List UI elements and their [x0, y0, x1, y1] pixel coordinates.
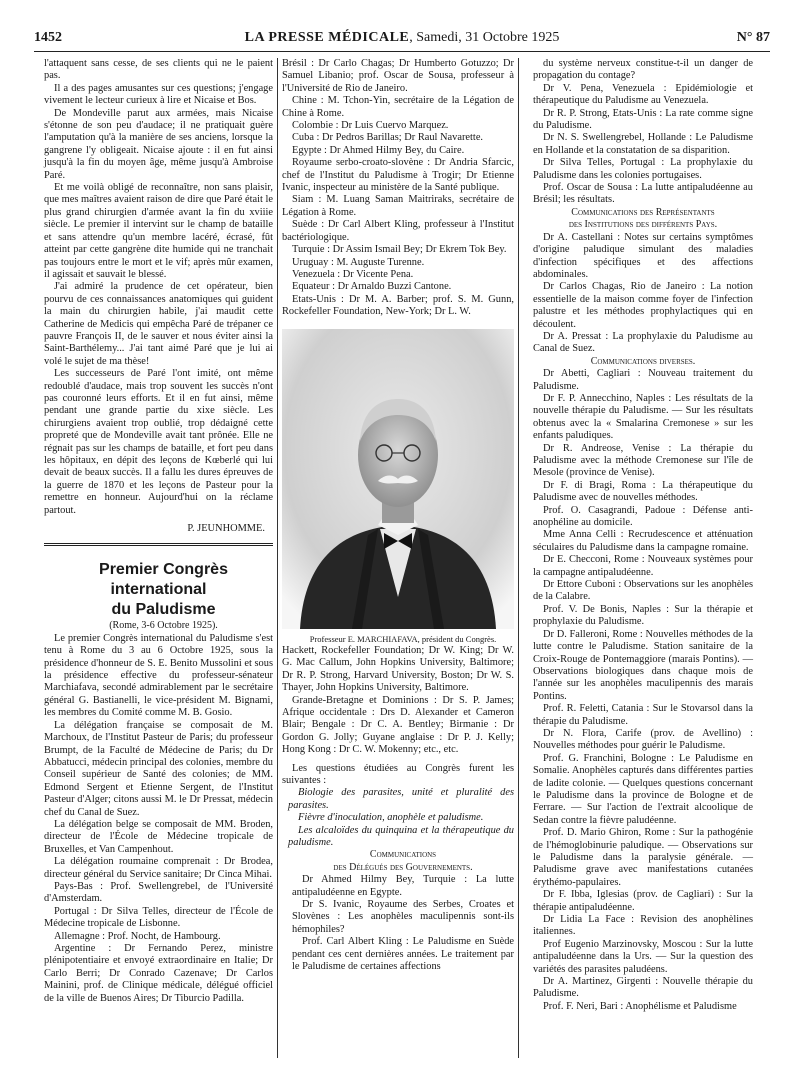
communication-item: Dr N. S. Swellengrebel, Hollande : Le Paludisme en Hollande et la constatation de sa disparition. — [533, 132, 753, 156]
article-title-line-2: du Paludisme — [111, 601, 216, 619]
country-delegates: Royaume serbo-croato-slovène : Dr Andria Sfarcic, chef de l'Institut du Paludisme à Trogir; Dr Etienne Ivanic, inspecteur au ministère de la Santé publique. — [282, 157, 514, 194]
topic-item: Les alcaloïdes du quinquina et la thérapeutique du paludisme. — [288, 824, 514, 849]
communication-item: Dr V. Pena, Venezuela : Epidémiologie et thérapeutique du Paludisme au Venezuela. — [533, 82, 753, 107]
column-right — [523, 58, 753, 1013]
section-divider — [44, 543, 273, 546]
portrait-photo — [282, 329, 514, 629]
paragraph: De Mondeville parut aux armées, mais Nicaise s'étonne de son peu d'audace; il ne pratiquait guère l'amputation qu'à la manière de ses anciens, lorsque la gangrene l'y obligeait. Nicaise ajoute : il en fut ainsi jusqu'à la fin du moyen âge, même jusqu'à Ambroise Paré. — [44, 107, 273, 181]
communication-item: Dr N. Flora, Carife (prov. de Avellino) : Nouvelles méthodes pour guérir le Paludisme. — [533, 727, 753, 752]
article-intro: Le premier Congrès international du Paludisme s'est tenu à Rome du 3 au 6 Octobre 1925, sous la présidence d'honneur de S. E. Benito Mussolini et sous la présidence effective du professeur-sénateur Marchiafava, secondé admirablement par le secrétaire général G. Bastianelli, le vice-président M. Bignami, les membres du Comité comme M. B. Gosio. — [44, 632, 273, 719]
column-divider — [277, 58, 278, 1058]
column-left — [44, 58, 273, 1005]
communication-item: Dr R. Andreose, Venise : La thérapie du Paludisme avec la méthode Cremonese sur l'île de Mesole (province de Venise). — [533, 442, 753, 479]
paragraph: l'attaquent sans cesse, de ses clients qui ne le paient pas. — [44, 58, 273, 82]
communication-item: Dr F. P. Annecchino, Naples : Les résultats de la nouvelle thérapie du Paludisme. — Sur les résultats obtenus avec la « Smalarina Cremonese » sur les enfants paludiques. — [533, 392, 753, 442]
article-title-line-1: Premier Congrès international — [99, 561, 228, 599]
country-delegates: Egypte : Dr Ahmed Hilmy Bey, du Caire. — [292, 144, 465, 156]
communication-item: Prof. F. Neri, Bari : Anophélisme et Paludisme — [543, 1000, 737, 1012]
communication-item: Dr F. Ibba, Iglesias (prov. de Cagliari) : Sur la thérapie antipaludéenne. — [533, 889, 753, 913]
section-heading: Communications diverses. — [590, 355, 696, 367]
header-rule — [34, 51, 770, 52]
topic-item: Biologie des parasites, unité et pluralité des parasites. — [288, 787, 514, 811]
communication-item: Dr Lidia La Face : Revision des anophèlines italiennes. — [533, 914, 753, 938]
communication-item: Dr Ettore Cuboni : Observations sur les anophèles de la Calabre. — [533, 579, 753, 603]
paragraph: Il a des pages amusantes sur ces questions; j'engage vivement le lecteur curieux à lire et Nicaise et Bos. — [44, 82, 273, 107]
section-heading: des Institutions des différents Pays. — [568, 219, 718, 231]
paragraph: J'ai admiré la prudence de cet opérateur, bien pourvu de ces connaissances anatomiques qui guident la main du chirurgien habile, j'ai maudit cette Catherine de Medicis qui empêcha Paré de trépaner ce pauvre François II, de le sauver et nous éviter ainsi la Saint-Barthélemy... J'ai tant aimé Paré que je lui ai volé le sujet de ma thèse! — [44, 281, 273, 367]
country-delegates: Suède : Dr Carl Albert Kling, professeur à l'Institut bactériologique. — [282, 219, 514, 243]
delegation-paragraph: La délégation française se composait de M. Marchoux, de l'Institut Pasteur de Paris; du professeur Brumpt, de la Faculté de Médecine de Paris; du Dr Abbatucci, médecin principal des colonies, membre du Conseil supérieur de Santé des colonies; de MM. Edmond Sergent et Etienne Sergent, de l'Institut Pasteur d'Alger; citons aussi M. le Dr Pressat, médecin chef du Canal de Suez. — [44, 719, 273, 818]
country-delegates: Uruguay : M. Auguste Turenne. — [292, 256, 425, 268]
communication-item: Mme Anna Celli : Recrudescence et atténuation séculaires du Paludisme dans la campagne romaine. — [533, 529, 753, 553]
page-number: 1452 — [34, 30, 62, 45]
communication-item: Dr F. di Bragi, Roma : La thérapeutique du Paludisme avec de nouvelles méthodes. — [533, 479, 753, 504]
running-title — [34, 30, 770, 46]
paragraph: Et me voilà obligé de reconnaître, non sans plaisir, que mes maîtres avaient raison de dire que Paré était le plus grand chirurgien d'armée avant la fin du xviiie siècle. Le premier il intervint sur le champ de bataille et sans attendre qu'un membre lacéré, écrasé, fût atteint par cette gangrène dite humide qui ne tranchait pas toujours entre le mort et le vif; après mûr examen, il agissait et sauvait le blessé. — [44, 182, 273, 280]
country-delegates: Cuba : Dr Pedros Barillas; Dr Raul Navarette. — [292, 132, 484, 144]
country-delegates: Etats-Unis : Dr M. A. Barber; prof. S. M. Gunn, Rockefeller Foundation, New-York; Dr L. W. — [282, 293, 514, 318]
communication-item: Prof. G. Franchini, Bologne : Le Paludisme en Somalie. Anophèles capturés dans différentes parties de ladite colonie. — Quelques questions concernant le Paludisme dans la province de Bologne et de Ferrare. — Sur l'action de l'extrait alcoolique de Sedan contre la fièvre paludéenne. — [533, 752, 753, 826]
delegation-paragraph: Argentine : Dr Fernando Perez, ministre plénipotentiaire et envoyé extraordinaire en Italie; Dr Carlo Berri; Dr Conrado Cazenave; Dr Carlos Mainini, prof. de Clinique médicale, délégué officiel de la ville de Buenos Aires; Dr Tiburcio Padilla. — [44, 943, 273, 1004]
communication-item: Prof. D. Mario Ghiron, Rome : Sur la pathogénie de l'hémoglobinurie paludique. — Observations sur le Paludisme dans la paralysie générale. — Paludisme grave avec manifestations cutanées érythémo-papulaires. — [533, 827, 753, 888]
delegation-paragraph: La délégation roumaine comprenait : Dr Brodea, directeur général du Service sanitaire; Dr Cinca Mihai. — [44, 856, 273, 880]
column-divider — [518, 58, 519, 1058]
communication-item: Dr S. Ivanic, Royaume des Serbes, Croates et Slovènes : Les anophèles maculipennis sont-ils hémophiles? — [292, 899, 514, 935]
communication-item: Dr E. Checconi, Rome : Nouveaux systèmes pour la campagne antipaludéenne. — [533, 554, 753, 578]
issue-number: N° 87 — [736, 30, 770, 45]
communication-item: Prof Eugenio Marzinovsky, Moscou : Sur la lutte antipaludéenne dans la Urs. — Sur la question des variétés des parasites paludéens. — [533, 938, 753, 975]
communication-item: Prof. Oscar de Sousa : La lutte antipaludéenne au Brésil; les résultats. — [533, 182, 753, 206]
country-delegates: Venezuela : Dr Vicente Pena. — [292, 268, 414, 280]
communication-item: Prof. R. Feletti, Catania : Sur le Stovarsol dans la thérapie du Paludisme. — [533, 703, 753, 727]
questions-intro: Les questions étudiées au Congrès furent les suivantes : — [282, 762, 514, 786]
column-middle — [282, 58, 514, 974]
delegates-continued: Hackett, Rockefeller Foundation; Dr W. King; Dr W. G. Mac Callum, John Hopkins University, Baltimore; Dr R. P. Strong, Harvard University, Boston; Dr W. S. Thayer, John Hopkins University, Baltimore. — [282, 644, 514, 694]
country-delegates: Turquie : Dr Assim Ismail Bey; Dr Ekrem Tok Bey. — [292, 244, 507, 256]
journal-title: LA PRESSE MÉDICALE — [244, 30, 410, 45]
communication-item: du système nerveux constitue-t-il un danger de propagation du contage? — [533, 58, 753, 82]
communication-item: Prof. V. De Bonis, Naples : Sur la thérapie et prophylaxie du Paludisme. — [533, 603, 753, 628]
communication-item: Dr A. Castellani : Notes sur certains symptômes d'origine paludique simulant des maladies d'infection spécifiques et des affections abdominales. — [533, 231, 753, 280]
communication-item: Dr Carlos Chagas, Rio de Janeiro : La notion essentielle de la maison comme foyer de l'infection palustre et les méthodes prophylactiques qui en découlent. — [533, 281, 753, 330]
paragraph: Les successeurs de Paré l'ont imité, ont même redoublé d'audace, mais trop souvent les succès n'ont pas couronné leurs efforts. Et il en fut ainsi, même pendant une grande partie du xixe siècle. Les chirurgiens avaient trop oublié, trop dédaigné cette propreté que de Mondeville avait tant prônée. Elle ne régnait pas sur les champs de bataille, et fort peu dans les hôpitaux, en dépit des leçons de Kœberlé qui lui devait de beaux succès. Il a fallu les dures épreuves de la guerre de 1870 et les leçons de Pasteur pour la remettre en honneur. Aujourd'hui on la réclame partout. — [44, 368, 273, 516]
country-delegates: Brésil : Dr Carlo Chagas; Dr Humberto Gotuzzo; Dr Samuel Libanio; prof. Oscar de Sousa, professeur à l'Université de Rio de Janeiro. — [282, 58, 514, 94]
delegation-paragraph: Pays-Bas : Prof. Swellengrebel, de l'Université d'Amsterdam. — [44, 880, 273, 905]
delegation-paragraph: La délégation belge se composait de MM. Broden, directeur de l'École de Médecine tropicale de Bruxelles, et Van Campenhout. — [44, 818, 273, 855]
delegation-paragraph: Portugal : Dr Silva Telles, directeur de l'École de Médecine tropicale de Lisbonne. — [44, 905, 273, 930]
delegates-continued: Grande-Bretagne et Dominions : Dr S. P. James; Afrique occidentale : Drs D. Alexander et Cameron Blair; Bengale : Dr C. A. Bentley; Birmanie : Dr Gordon G. Jolly; Guyane anglaise : Dr P. J. Kelly; Hong Kong : Dr C. W. Mokenny; etc., etc. — [282, 694, 514, 756]
communication-item: Dr A. Martinez, Girgenti : Nouvelle thérapie du Paludisme. — [533, 976, 753, 1000]
communication-item: Dr Abetti, Cagliari : Nouveau traitement du Paludisme. — [533, 368, 753, 392]
section-heading: des Délégués des Gouvernements. — [333, 861, 473, 873]
photo-caption: Professeur E. MARCHIAFAVA, président du Congrès. — [309, 633, 497, 644]
section-heading: Communications — [369, 849, 437, 861]
communication-item: Prof. Carl Albert Kling : Le Paludisme en Suède pendant ces cent dernières années. Le traitement par le Paludisme de certaines affections — [292, 936, 514, 973]
country-delegates: Chine : M. Tchon-Yin, secrétaire de la Légation de Chine à Rome. — [282, 95, 514, 119]
communication-item: Dr A. Pressat : La prophylaxie du Paludisme au Canal de Suez. — [533, 330, 753, 355]
country-delegates: Colombie : Dr Luis Cuervo Marquez. — [292, 120, 449, 132]
country-delegates: Siam : M. Luang Saman Maitriraks, secrétaire de Légation à Rome. — [282, 194, 514, 218]
communication-item: Dr Silva Telles, Portugal : La prophylaxie du Paludisme dans les colonies portugaises. — [533, 157, 753, 181]
signature-text: P. JEUNHOMME. — [187, 523, 265, 535]
section-heading: Communications des Représentants — [571, 206, 715, 218]
country-delegates: Equateur : Dr Arnaldo Buzzi Cantone. — [292, 281, 452, 293]
author-signature — [44, 523, 273, 535]
communication-item: Dr Ahmed Hilmy Bey, Turquie : La lutte antipaludéenne en Egypte. — [292, 874, 514, 898]
communication-item: Prof. O. Casagrandi, Padoue : Défense anti-anophéline au domicile. — [533, 504, 753, 529]
issue-date: , Samedi, 31 Octobre 1925 — [409, 30, 560, 45]
article-subtitle: (Rome, 3-6 Octobre 1925). — [109, 620, 218, 632]
communication-item: Dr D. Falleroni, Rome : Nouvelles méthodes de la lutte contre le Paludisme. Station sanitaire de la Croix-Rouge de Pontemaggiore (marais Pontins). — Observations biologiques dans chaque mois de l'année sur les anophèles maculipennis des marais Pontins. — [533, 628, 753, 702]
page-header — [34, 30, 770, 48]
portrait-image — [282, 329, 514, 629]
topic-item: Fièvre d'inoculation, anophèle et paludisme. — [298, 812, 484, 824]
communication-item: Dr R. P. Strong, Etats-Unis : La rate comme signe du Paludisme. — [533, 107, 753, 132]
delegation-paragraph: Allemagne : Prof. Nocht, de Hambourg. — [54, 930, 221, 942]
